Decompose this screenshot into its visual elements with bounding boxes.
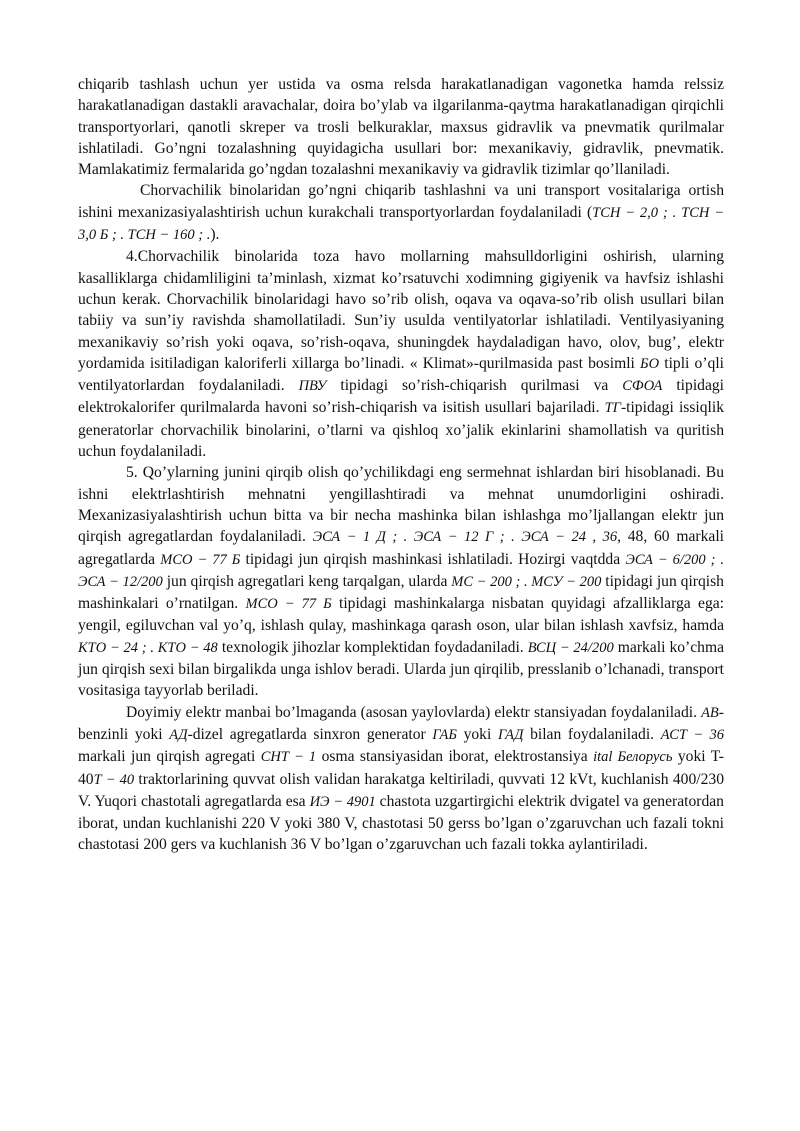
text-run: -tipidagi issiqlik generatorlar chorvachilik binolarini, o’tlarni va qishloq xo’jalik ekinlarini shamollatish va quritish uchun foydalaniladi.: [78, 399, 725, 461]
text-run: chiqarib tashlash uchun yer ustida va osma relsda harakatlanadigan vagonetka hamda relssiz harakatlanadigan dastakli aravachalar, doira bo’ylab va ilgarilanma-qaytma harakatlanadigan qirqichli transportyorlari, qanotli skreper va trosli belkuraklar, maxsus gidravlik va pnevmatik qurilmalar ishlatiladi. Go’ngni tozalashning quyidagicha usullari bor: mexanikaviy, gidravlik, pnevmatik. Mamlakatimiz fermalarida go’ngdan tozalashni mexanikaviy va gidravlik tizimlar qo’llaniladi.: [78, 76, 724, 179]
paragraph: [78, 702, 724, 856]
text-run: Doyimiy elektr manbai bo’lmaganda (asosan yaylovlarda) elektr stansiyadan foydalaniladi.: [126, 703, 702, 721]
inline-formula: АД: [169, 726, 188, 743]
paragraph: [78, 462, 724, 701]
inline-formula: МСО − 77 Б: [160, 551, 241, 568]
inline-formula: ЭСА − 6/200 ; . ЭСА − 12/200: [78, 551, 724, 590]
text-run: tipidagi elektrokalorifer qurilmalarda havoni so’rish-chiqarish va isitish usullari bajariladi.: [78, 377, 724, 417]
text-run: 5. Qo’ylarning junini qirqib olish qo’ychilikdagi eng sermehnat ishlardan biri hisoblanadi. Bu ishni elektrlashtirish mehnatni yengillashtiradi va mehnat unumdorligini oshiradi. Mexanizasiyalashtirish uchun bitta va bir necha mashinka bilan ishlashga mo’ljallangan elektr jun qirqish agregatlardan foydalaniladi.: [78, 464, 724, 546]
inline-formula: СНТ − 1: [260, 749, 317, 766]
text-run: markali jun qirqish agregati: [78, 748, 261, 766]
text-run: traktorlarining quvvat olish validan harakatga keltiriladi, quvvati 12 kVt, kuchlanish 400/230 V. Yuqori chastotali agregatlarda esa: [78, 770, 724, 810]
inline-formula: ТСН − 2,0 ; . ТСН − 3,0 Б ; . ТСН − 160 ; .: [78, 204, 724, 244]
inline-formula: Т − 40: [93, 771, 135, 788]
text-run: markali ko’chma jun qirqish sexi bilan birgalikda unga ishlov beradi. Ularda jun qirqilib, presslanib o’lchanadi, transport vositasiga tayyorlab beriladi.: [78, 638, 725, 700]
text-run: yoki T-40: [78, 748, 724, 788]
inline-formula: ПВУ: [298, 378, 327, 395]
inline-formula: МС − 200 ; . МСУ − 200: [451, 573, 602, 590]
text-run: texnologik jihozlar komplektidan foydadaniladi.: [217, 638, 528, 656]
inline-formula: БО: [640, 355, 660, 372]
text-run: ).: [210, 226, 220, 244]
inline-formula: ВСЦ − 24/200: [527, 639, 614, 656]
text-run: Chorvachilik binolaridan go’ngni chiqarib tashlashni va uni transport vositalariga ortish ishini mexanizasiyalashtirish uchun kurakchali transportyorlardan foydalaniladi (: [78, 182, 724, 221]
paragraph: [78, 180, 724, 246]
inline-formula: ГАД: [497, 726, 524, 743]
inline-formula: АВ: [701, 704, 719, 721]
inline-formula: СФОА: [622, 378, 663, 395]
paragraph: [78, 74, 724, 180]
paragraph: [78, 246, 724, 462]
inline-formula: КТО − 24 ; . КТО − 48: [78, 639, 218, 656]
text-run: chastota uzgartirgichi elektrik dvigatel va generatordan iborat, undan kuchlanishi 220 V yoki 380 V, chastotasi 50 gerss bo’lgan o’zgaruvchan uch fazali tokni chastotasi 200 gers va kuchlanish 36 V bo’lgan o’zgaruvchan uch fazali tokka aylantiriladi.: [78, 792, 724, 854]
text-run: tipidagi so’rish-chiqarish qurilmasi va: [326, 377, 623, 395]
text-run: tipidagi mashinkalarga nisbatan quyidagi afzalliklarga ega: yengil, egiluvchan val yo’q, ishlash qulay, mashinkaga qarash oson, ular bilan ishlash xavfsiz, hamda: [78, 595, 724, 635]
text-run: bilan foydalaniladi.: [523, 725, 661, 743]
text-run: -benzinli yoki: [78, 703, 724, 743]
inline-formula: ital Белорусь: [593, 749, 673, 766]
text-run: yoki: [456, 725, 498, 743]
text-run: tipidagi jun qirqish mashinkalari o’rnatilgan.: [78, 572, 724, 613]
text-run: tipidagi jun qirqish mashinkasi ishlatiladi. Hozirgi vaqtdda: [240, 550, 626, 568]
text-run: -dizel agregatlarda sinxron generator: [187, 725, 433, 743]
inline-formula: ИЭ − 4901: [309, 793, 376, 810]
text-run: , 48, 60 markali agregatlarda: [78, 528, 724, 568]
text-run: tipli o’qli ventilyatorlardan foydalaniladi.: [78, 354, 725, 395]
document-page: [78, 74, 724, 856]
inline-formula: ТГ: [604, 400, 621, 417]
inline-formula: ЭСА − 1 Д ; . ЭСА − 12 Г ; . ЭСА − 24 , 36: [312, 529, 618, 546]
text-run: osma stansiyasidan iborat, elektrostansiya: [316, 748, 594, 766]
inline-formula: АСТ − 36: [660, 726, 724, 743]
text-run: jun qirqish agregatlari keng tarqalgan, ularda: [162, 572, 452, 590]
text-run: 4.Chorvachilik binolarida toza havo mollarning mahsulldorligini oshirish, ularning kasalliklarga chidamliligini ta’minlash, xizmat ko’rsatuvchi xodimning gigiyenik va havfsiz ishlashi uchun kerak. Chorvachilik binolaridagi havo so’rib olish, oqava va oqava-so’rib olish usullari bilan tabiiy va sun’iy ravishda shamollatiladi. Sun’iy usulda ventilyatorlar ishlatiladi. Ventilyasiyaning mexanikaviy so’rish yoki oqava, so’rish-oqava, shuningdek haydaladigan havo, olov, bug’, elektr yordamida isitiladigan kaloriferli xillarga bo’linadi. « Klimat»-qurilmasida past bosimli: [78, 248, 724, 372]
inline-formula: МСО − 77 Б: [245, 596, 332, 613]
inline-formula: ГАБ: [432, 726, 457, 743]
